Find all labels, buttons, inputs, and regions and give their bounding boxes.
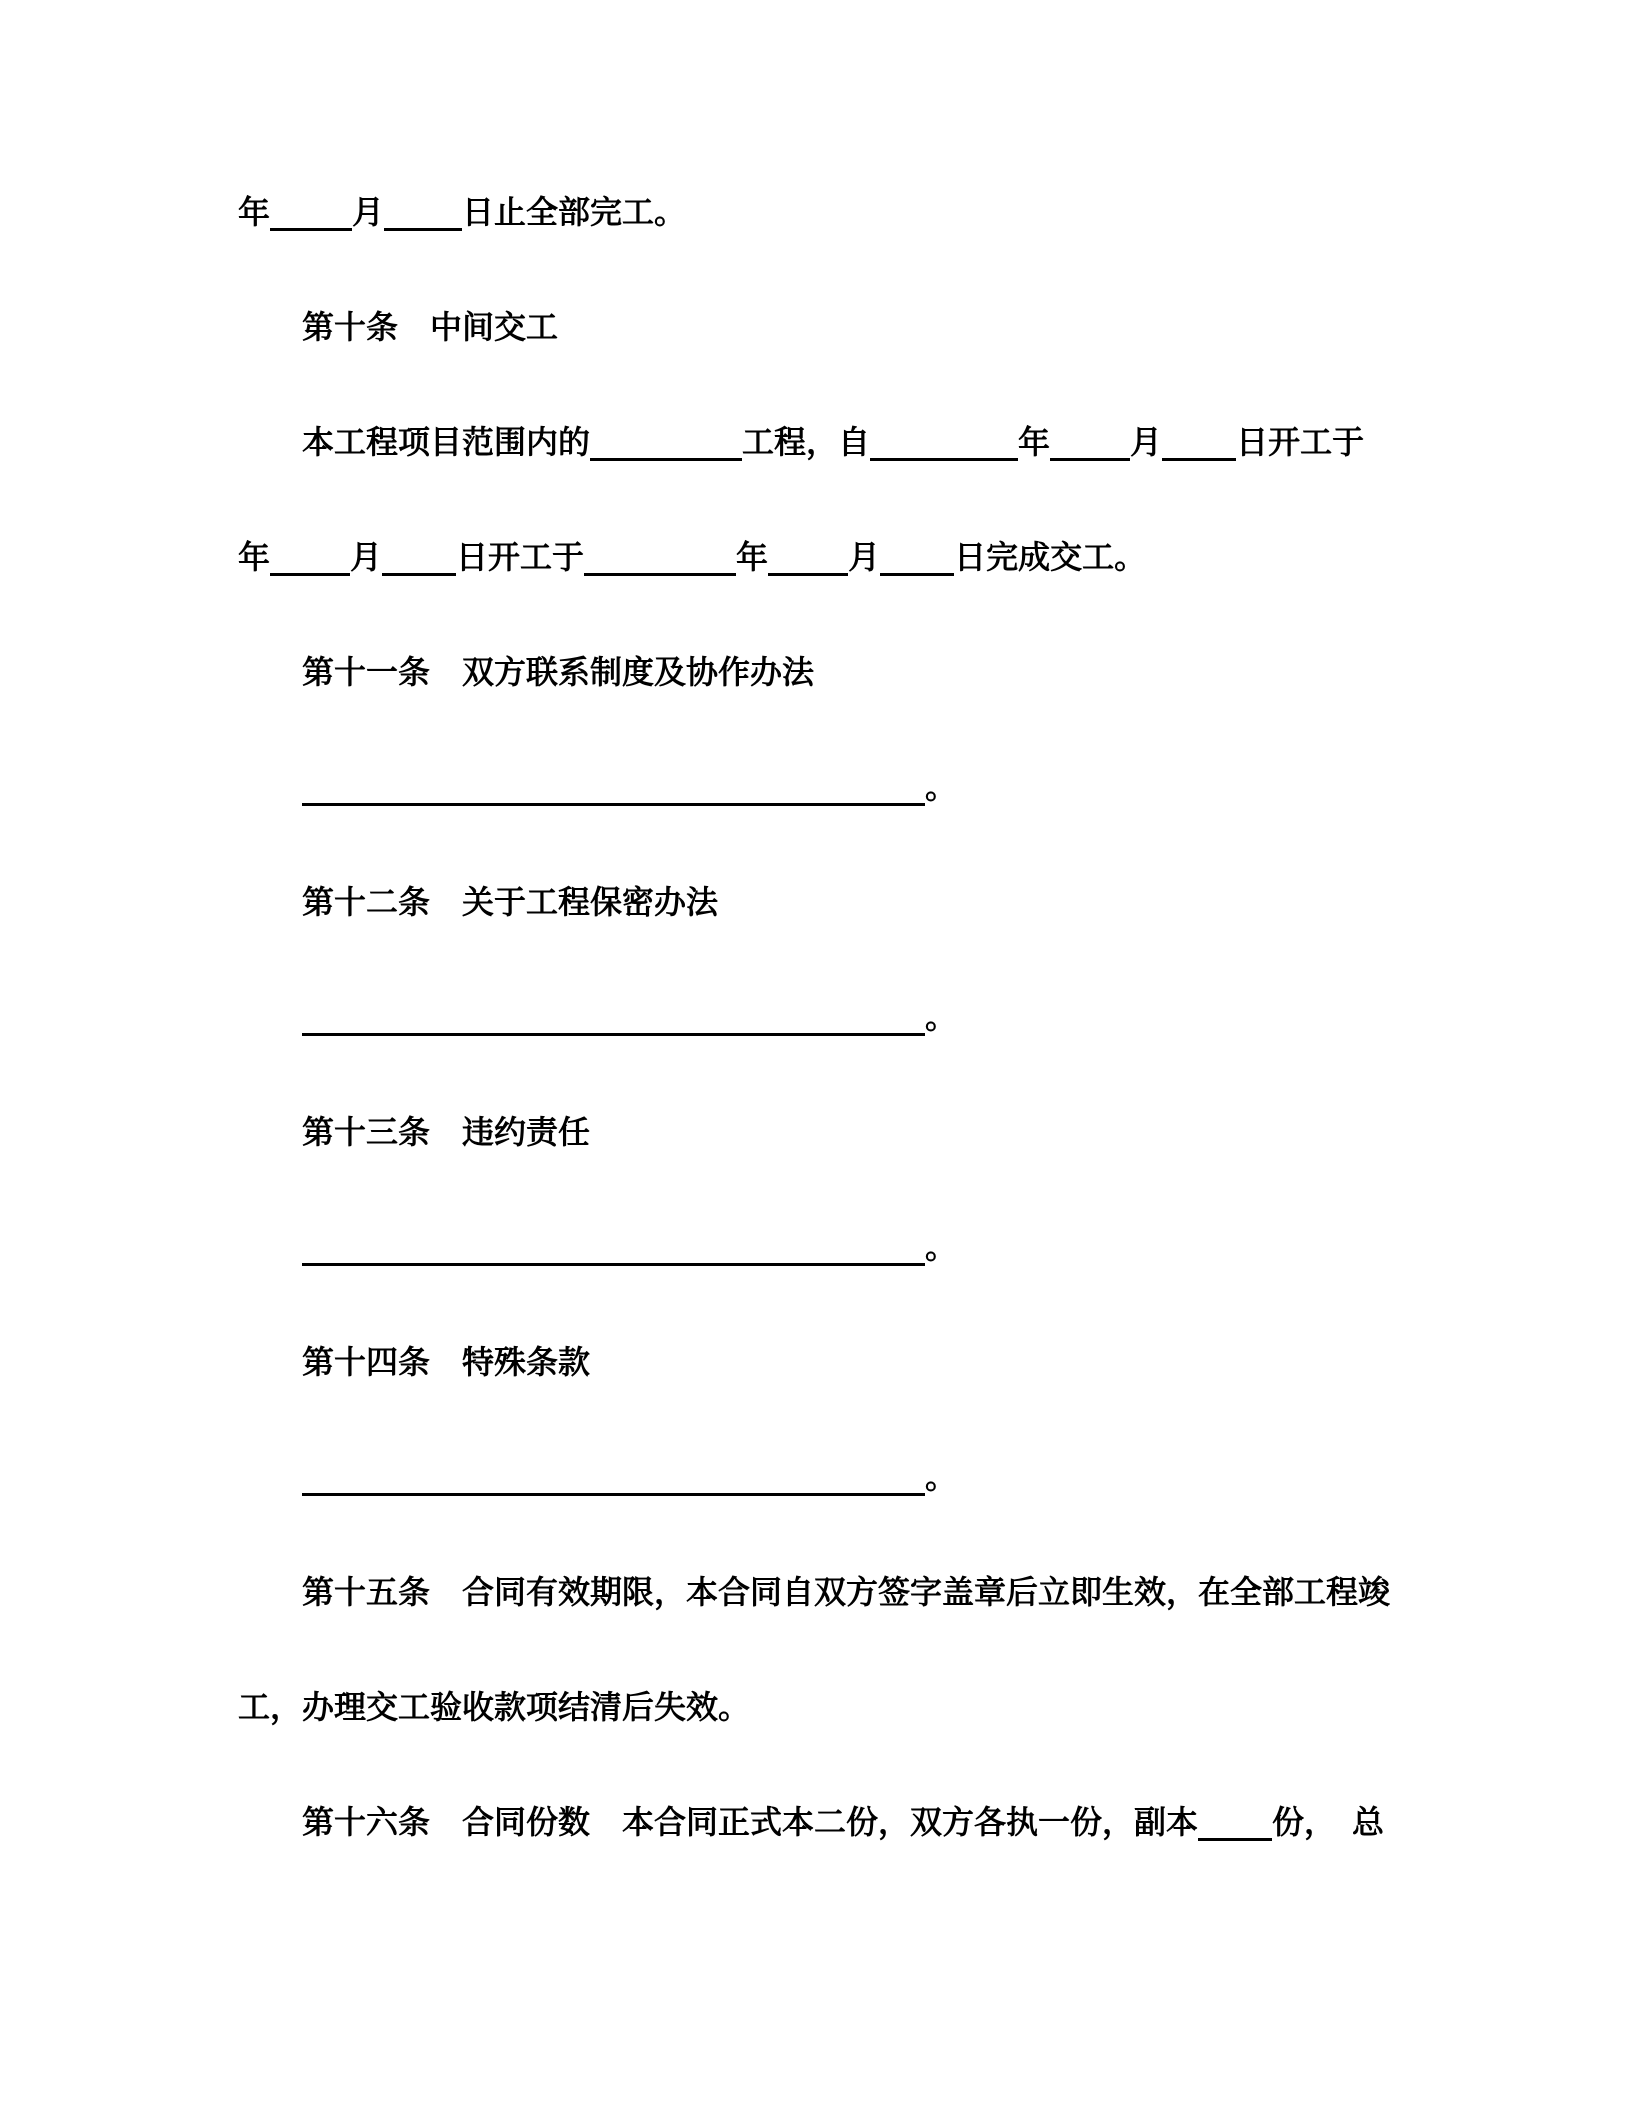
text-run: 第十二条 关于工程保密办法 bbox=[302, 884, 719, 920]
text-run: 月 bbox=[350, 539, 383, 575]
article-10-heading bbox=[0, 306, 1632, 421]
text-run: 。 bbox=[925, 999, 958, 1035]
fill-in-blank-underline bbox=[1162, 458, 1236, 461]
text-run: 日完成交工。 bbox=[954, 539, 1147, 575]
text-run: 月 bbox=[1130, 424, 1163, 460]
article-11-heading bbox=[0, 651, 1632, 766]
text-run: 工程，自 bbox=[742, 424, 871, 460]
fill-in-blank-underline bbox=[768, 573, 848, 576]
article-12-fill-in-line bbox=[0, 996, 1632, 1111]
fill-in-blank-underline bbox=[1050, 458, 1130, 461]
text-run: 第十一条 双方联系制度及协作办法 bbox=[302, 654, 815, 690]
article-12-heading bbox=[0, 881, 1632, 996]
text-run: 第十五条 合同有效期限，本合同自双方签字盖章后立即生效，在全部工程竣 bbox=[302, 1574, 1391, 1610]
text-run: 年 bbox=[238, 194, 271, 230]
article-16-body-line-1 bbox=[0, 1801, 1632, 1916]
article-13-fill-in-line bbox=[0, 1226, 1632, 1341]
fill-in-blank-underline bbox=[302, 803, 925, 806]
text-run: 第十四条 特殊条款 bbox=[302, 1344, 591, 1380]
fill-in-blank-underline bbox=[584, 573, 736, 576]
fill-in-blank-underline bbox=[270, 573, 350, 576]
article-14-heading bbox=[0, 1341, 1632, 1456]
text-run: 第十三条 违约责任 bbox=[302, 1114, 591, 1150]
text-run: 日开工于 bbox=[1236, 424, 1365, 460]
article-13-heading bbox=[0, 1111, 1632, 1226]
text-run: 工，办理交工验收款项结清后失效。 bbox=[238, 1689, 751, 1725]
text-run: 第十条 中间交工 bbox=[302, 309, 559, 345]
text-run: 。 bbox=[925, 769, 958, 805]
fill-in-blank-underline bbox=[302, 1493, 925, 1496]
fill-in-blank-underline bbox=[302, 1263, 925, 1266]
article-10-body-line-2 bbox=[0, 536, 1632, 651]
article-10-body-line-1 bbox=[0, 421, 1632, 536]
text-run: 第十六条 合同份数 本合同正式本二份，双方各执一份，副本 bbox=[302, 1804, 1199, 1840]
article-14-fill-in-line bbox=[0, 1456, 1632, 1571]
fill-in-blank-underline bbox=[1198, 1838, 1272, 1841]
article-11-fill-in-line bbox=[0, 766, 1632, 881]
fill-in-blank-underline bbox=[880, 573, 954, 576]
text-run: 份， 总 bbox=[1272, 1804, 1385, 1840]
text-run: 本工程项目范围内的 bbox=[302, 424, 591, 460]
text-run: 年 bbox=[736, 539, 769, 575]
article-15-body-line-1 bbox=[0, 1571, 1632, 1686]
fill-in-blank-underline bbox=[302, 1033, 925, 1036]
text-run: 。 bbox=[925, 1229, 958, 1265]
article-15-body-line-2 bbox=[0, 1686, 1632, 1801]
text-run: 日止全部完工。 bbox=[462, 194, 687, 230]
text-run: 日开工于 bbox=[456, 539, 585, 575]
fill-in-blank-underline bbox=[590, 458, 742, 461]
text-run: 。 bbox=[925, 1459, 958, 1495]
fill-in-blank-underline bbox=[870, 458, 1018, 461]
fill-in-blank-underline bbox=[384, 228, 462, 231]
text-run: 月 bbox=[352, 194, 385, 230]
line-completion-date-continuation bbox=[0, 191, 1632, 306]
text-run: 年 bbox=[1018, 424, 1051, 460]
text-run: 年 bbox=[238, 539, 271, 575]
fill-in-blank-underline bbox=[270, 228, 352, 231]
fill-in-blank-underline bbox=[382, 573, 456, 576]
text-run: 月 bbox=[848, 539, 881, 575]
